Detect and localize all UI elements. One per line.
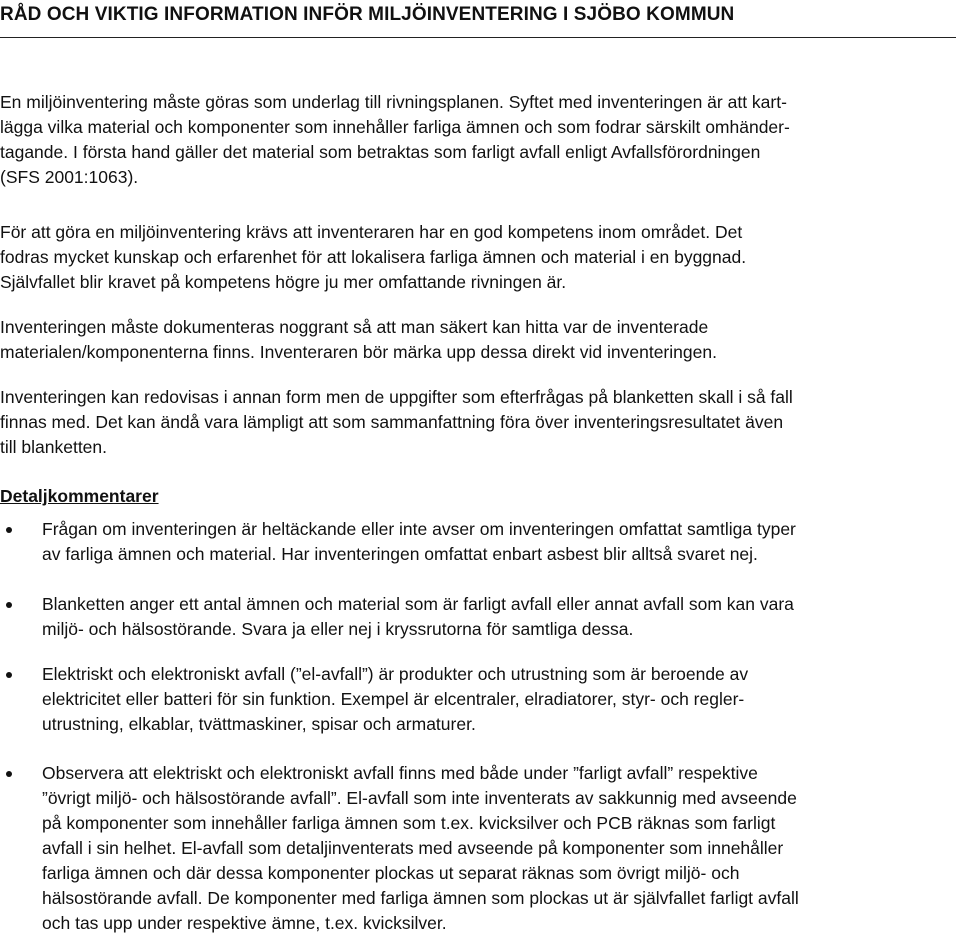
- text-line: Elektriskt och elektroniskt avfall (”el-avfall”) är produkter och utrustning som är beroende av: [42, 664, 749, 684]
- text-line: av farliga ämnen och material. Har inventeringen omfattat enbart asbest blir alltså svaret nej.: [42, 544, 758, 564]
- bullet-text: [42, 662, 947, 737]
- text-line: utrustning, elkablar, tvättmaskiner, spisar och armaturer.: [42, 714, 476, 734]
- text-line: (SFS 2001:1063).: [0, 167, 139, 187]
- text-line: lägga vilka material och komponenter som innehåller farliga ämnen och som fodrar särskilt omhänder-: [0, 117, 790, 137]
- text-line: Självfallet blir kravet på kompetens högre ju mer omfattande rivningen är.: [0, 272, 567, 292]
- paragraph-documentation: [0, 315, 950, 365]
- text-line: ”övrigt miljö- och hälsostörande avfall”. El-avfall som inte inventerats av sakkunnig med avseende: [42, 788, 797, 808]
- bullet-icon: [6, 527, 12, 533]
- text-line: miljö- och hälsostörande. Svara ja eller nej i kryssrutorna för samtliga dessa.: [42, 619, 634, 639]
- bullet-icon: [6, 771, 12, 777]
- text-line: materialen/komponenterna finns. Inventeraren bör märka upp dessa direkt vid inventeringen.: [0, 342, 717, 362]
- text-line: på komponenter som innehåller farliga ämnen som t.ex. kvicksilver och PCB räknas som farligt: [42, 813, 776, 833]
- text-line: till blanketten.: [0, 437, 108, 457]
- text-line: Inventeringen kan redovisas i annan form men de uppgifter som efterfrågas på blanketten skall i så fall: [0, 387, 793, 407]
- bullet-text: [42, 517, 947, 567]
- text-line: Frågan om inventeringen är heltäckande eller inte avser om inventeringen omfattat samtliga typer: [42, 519, 796, 539]
- text-line: och tas upp under respektive ämne, t.ex. kvicksilver.: [42, 913, 447, 933]
- text-line: Inventeringen måste dokumenteras noggrant så att man säkert kan hitta var de inventerade: [0, 317, 709, 337]
- text-line: För att göra en miljöinventering krävs att inventeraren har en god kompetens inom området. Det: [0, 222, 743, 242]
- text-line: finnas med. Det kan ändå vara lämpligt att som sammanfattning föra över inventeringsresultatet även: [0, 412, 784, 432]
- paragraph-competence: [0, 220, 950, 295]
- text-line: farliga ämnen och där dessa komponenter plockas ut separat räknas som övrigt miljö- och: [42, 863, 740, 883]
- text-line: Blanketten anger ett antal ämnen och material som är farligt avfall eller annat avfall som kan vara: [42, 594, 794, 614]
- text-line: Observera att elektriskt och elektroniskt avfall finns med både under ”farligt avfall” respektive: [42, 763, 758, 783]
- document-title: RÅD OCH VIKTIG INFORMATION INFÖR MILJÖINVENTERING I SJÖBO KOMMUN: [0, 4, 735, 25]
- text-line: fodras mycket kunskap och erfarenhet för att lokalisera farliga ämnen och material i en byggnad.: [0, 247, 747, 267]
- bullet-text: [42, 592, 947, 642]
- bullet-text: [42, 761, 947, 936]
- section-heading: Detaljkommentarer: [0, 486, 159, 506]
- text-line: avfall i sin helhet. El-avfall som detaljinventerats med avseende på komponenter som innehåller: [42, 838, 784, 858]
- text-line: tagande. I första hand gäller det material som betraktas som farligt avfall enligt Avfallsförordningen: [0, 142, 761, 162]
- title-divider: [0, 37, 956, 38]
- bullet-icon: [6, 672, 12, 678]
- text-line: hälsostörande avfall. De komponenter med farliga ämnen som plockas ut är självfallet farligt avfall: [42, 888, 799, 908]
- paragraph-reporting: [0, 385, 950, 460]
- text-line: En miljöinventering måste göras som underlag till rivningsplanen. Syftet med inventeringen är att kart-: [0, 92, 787, 112]
- bullet-icon: [6, 602, 12, 608]
- paragraph-intro: [0, 90, 950, 190]
- text-line: elektricitet eller batteri för sin funktion. Exempel är elcentraler, elradiatorer, styr- och regler-: [42, 689, 745, 709]
